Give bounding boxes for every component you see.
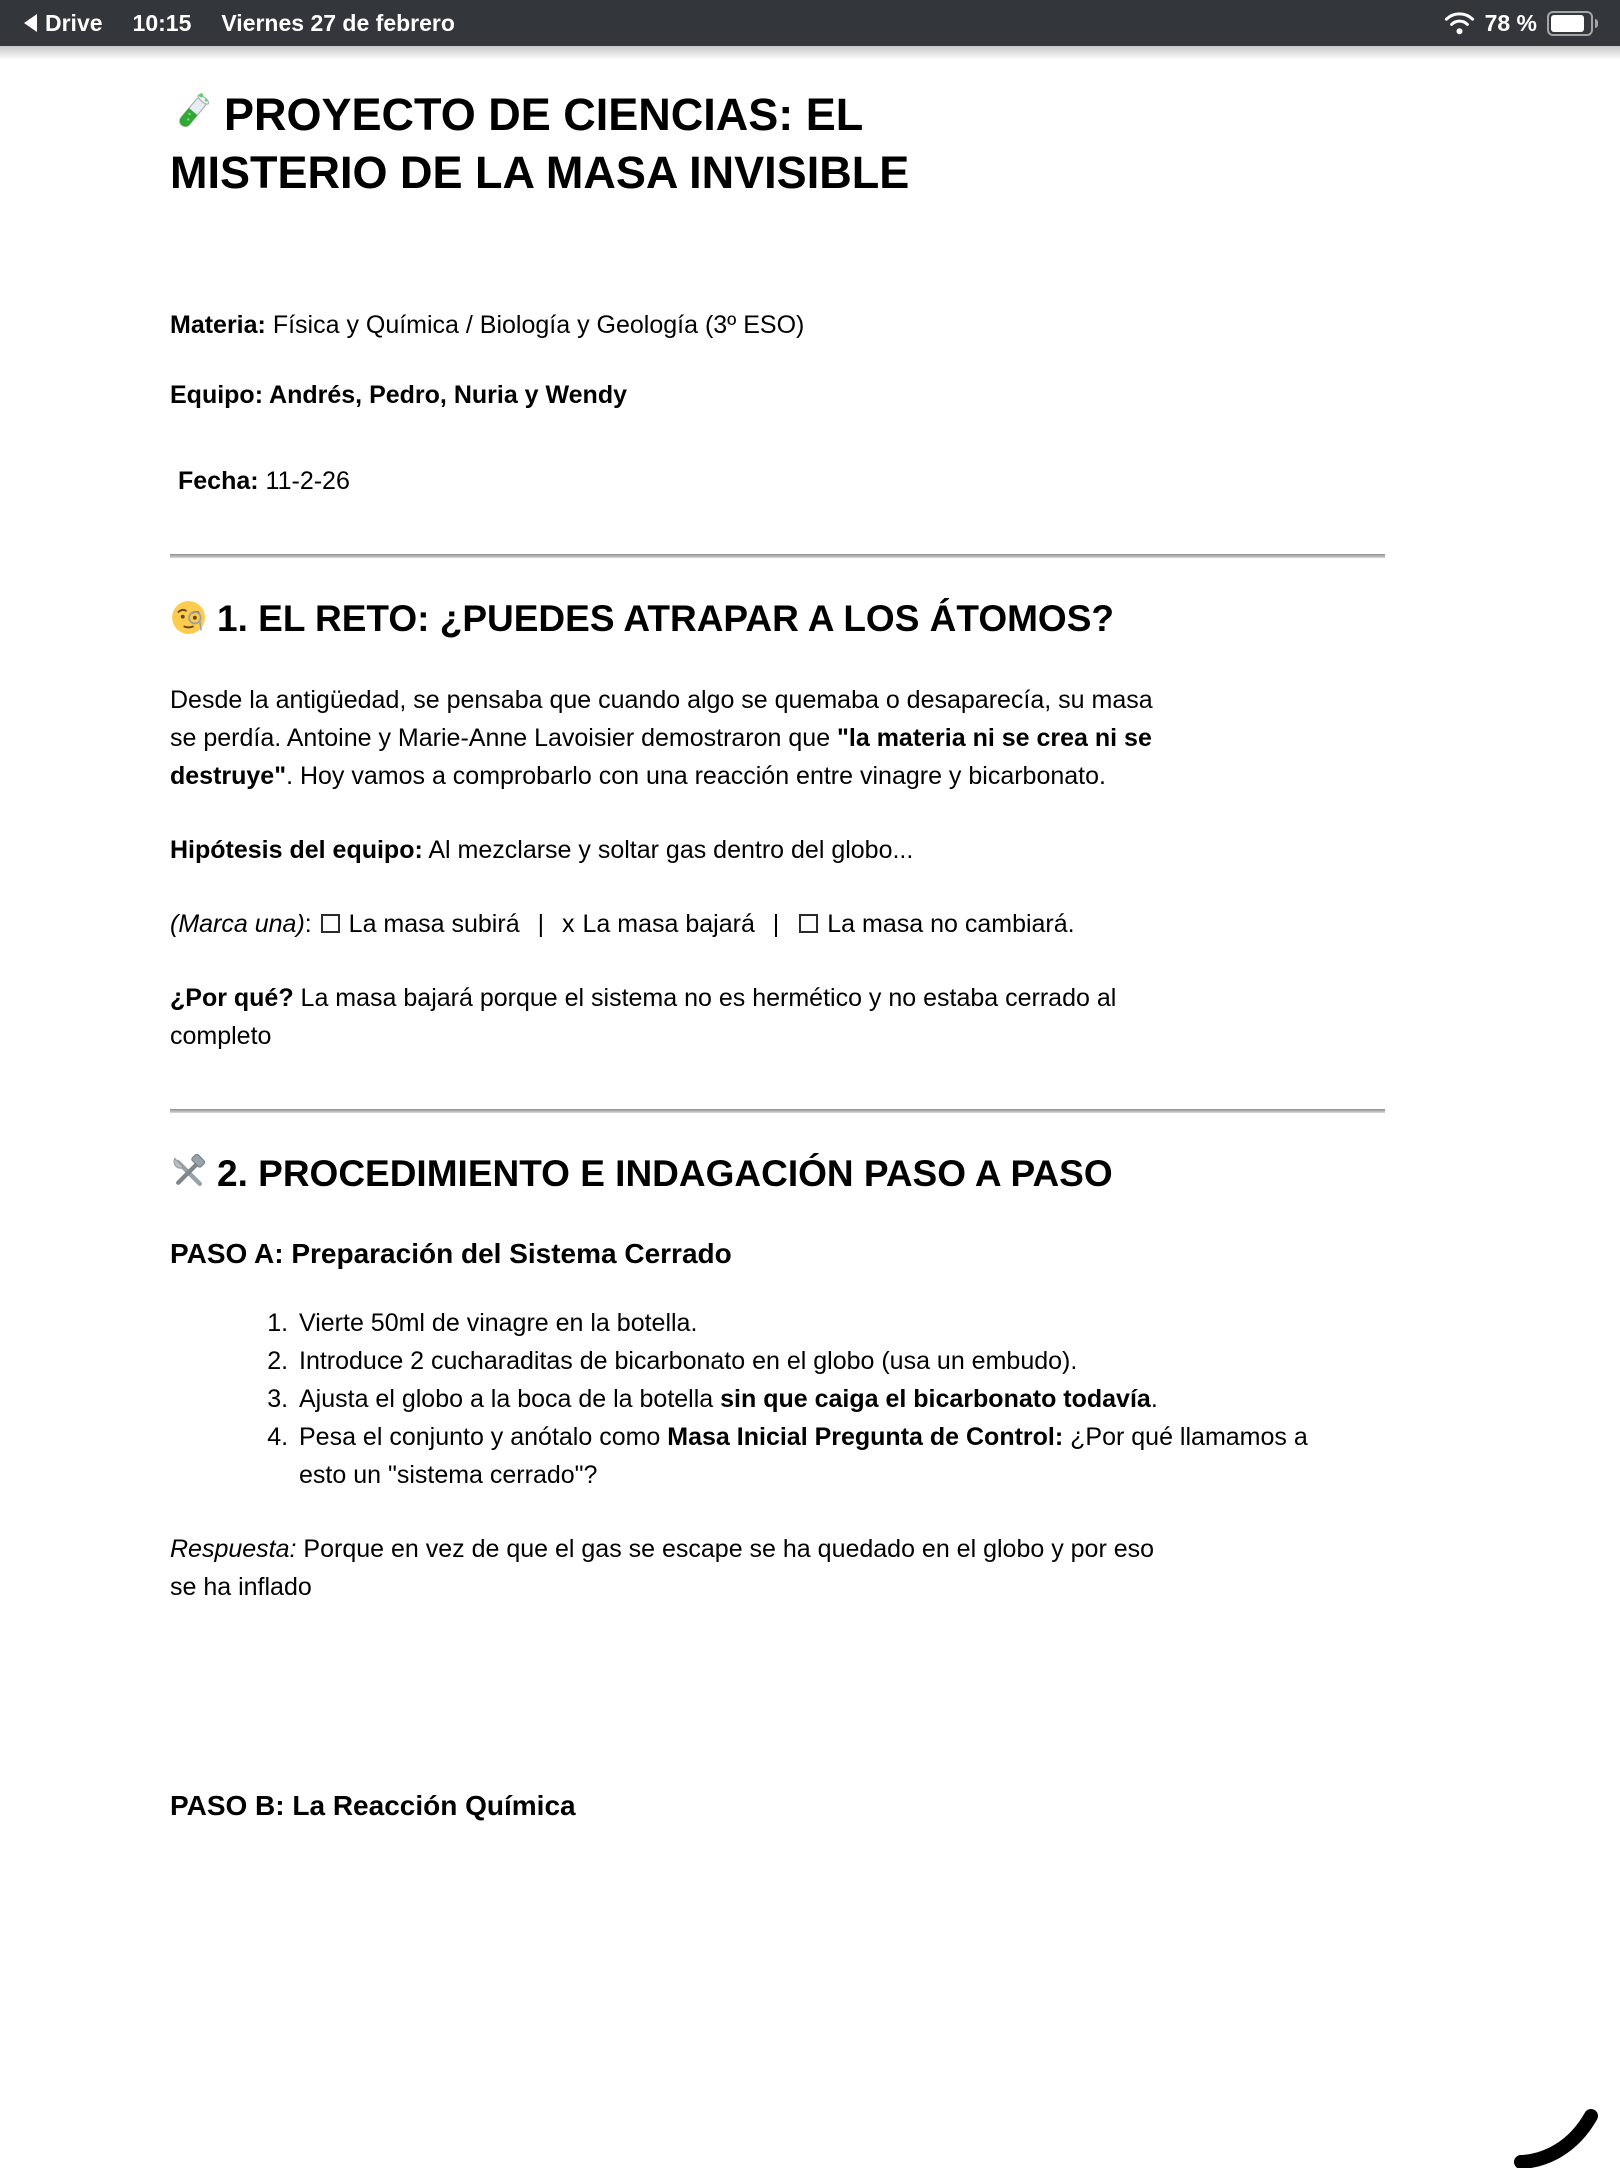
meta-fecha [170, 462, 1393, 500]
pen-stroke-arc [1511, 2106, 1606, 2168]
respuesta-paragraph [170, 1530, 1165, 1606]
hammer-and-wrench-icon [170, 1154, 207, 1191]
step-bold: sin que caiga el bicarbonato todavía [720, 1385, 1151, 1413]
hypothesis-line [170, 831, 1385, 869]
materia-value: Física y Química / Biología y Geología (3º ESO) [265, 311, 805, 339]
step-bold: Masa Inicial Pregunta de Control: [667, 1423, 1064, 1451]
checkbox-empty-icon [321, 914, 340, 933]
section2-heading [170, 1147, 1130, 1200]
intro-bold: "la materia ni se crea ni se destruye" [170, 724, 1152, 790]
checkbox-empty-icon [799, 914, 818, 933]
hypothesis-value: Al mezclarse y soltar gas dentro del globo... [422, 836, 914, 864]
horizontal-rule [170, 554, 1385, 558]
list-item [295, 1418, 1340, 1494]
wifi-icon [1444, 12, 1475, 35]
marca-una-line [170, 905, 1385, 943]
option-bajara: La masa bajará [582, 910, 755, 938]
option-no-cambiara: La masa no cambiará. [827, 910, 1075, 938]
intro-post: . Hoy vamos a comprobarlo con una reacción entre vinagre y bicarbonato. [286, 762, 1106, 790]
horizontal-rule [170, 1109, 1385, 1113]
step-text: Introduce 2 cucharaditas de bicarbonato en el globo (usa un embudo). [299, 1347, 1078, 1375]
respuesta-label: Respuesta: [170, 1535, 297, 1563]
materia-label: Materia: [170, 311, 266, 339]
back-to-app-label[interactable]: Drive [45, 9, 103, 36]
step-text: Ajusta el globo a la boca de la botella [299, 1385, 721, 1413]
respuesta-value: Porque en vez de que el gas se escape se ha quedado en el globo y por eso se ha inflado [170, 1535, 1155, 1601]
hypothesis-label: Hipótesis del equipo: [170, 836, 423, 864]
doc-title [170, 86, 1090, 202]
step-text: Vierte 50ml de vinagre en la botella. [299, 1309, 698, 1337]
intro-paragraph [170, 681, 1165, 795]
why-paragraph [170, 979, 1165, 1055]
step-text: Pesa el conjunto y anótalo como [299, 1423, 668, 1451]
why-label: ¿Por qué? [170, 984, 294, 1012]
statusbar-shadow [0, 46, 1620, 60]
paso-a-heading: PASO A: Preparación del Sistema Cerrado [170, 1238, 732, 1269]
status-date: Viernes 27 de febrero [221, 9, 455, 36]
document-canvas[interactable] [0, 60, 1620, 1824]
paso-b-heading: PASO B: La Reacción Química [170, 1790, 576, 1821]
battery-percent: 78 % [1484, 9, 1537, 36]
status-bar [0, 0, 1620, 46]
test-tube-icon [170, 91, 214, 135]
marca-colon: : [304, 910, 312, 938]
why-value: La masa bajará porque el sistema no es hermético y no estaba cerrado al completo [170, 984, 1117, 1050]
battery-icon [1547, 11, 1593, 36]
intro-pre: Desde la antigüedad, se pensaba que cuando algo se quemaba o desaparecía, su masa se perdía. Antoine y Marie-Anne Lavoisier demostraron que [170, 686, 1153, 752]
monocle-face-icon [170, 599, 207, 636]
section2-heading-text: 2. PROCEDIMIENTO E INDAGACIÓN PASO A PASO [217, 1153, 1113, 1194]
fecha-label: Fecha: [178, 467, 259, 495]
section1-heading [170, 592, 1130, 645]
fecha-value: 11-2-26 [258, 467, 350, 495]
clock-time: 10:15 [132, 9, 192, 36]
step-post: ¿Por qué llamamos a esto un "sistema cerrado"? [299, 1423, 1308, 1489]
meta-materia [170, 306, 1385, 344]
doc-title-text: PROYECTO DE CIENCIAS: EL MISTERIO DE LA MASA INVISIBLE [170, 89, 910, 198]
x-mark: x [562, 910, 575, 938]
list-item [295, 1342, 1340, 1380]
battery-nub-icon [1595, 19, 1598, 28]
step-post: . [1150, 1385, 1158, 1413]
back-to-app-icon[interactable] [24, 14, 37, 32]
procedure-list [170, 1304, 1340, 1494]
marca-label: (Marca una) [170, 910, 305, 938]
meta-equipo: Equipo: Andrés, Pedro, Nuria y Wendy [170, 381, 628, 409]
list-item [295, 1304, 1340, 1342]
option-separator: | [537, 910, 545, 938]
option-separator: | [772, 910, 780, 938]
list-item [295, 1380, 1340, 1418]
option-subira: La masa subirá [348, 910, 520, 938]
section1-heading-text: 1. EL RETO: ¿PUEDES ATRAPAR A LOS ÁTOMOS? [217, 598, 1114, 639]
